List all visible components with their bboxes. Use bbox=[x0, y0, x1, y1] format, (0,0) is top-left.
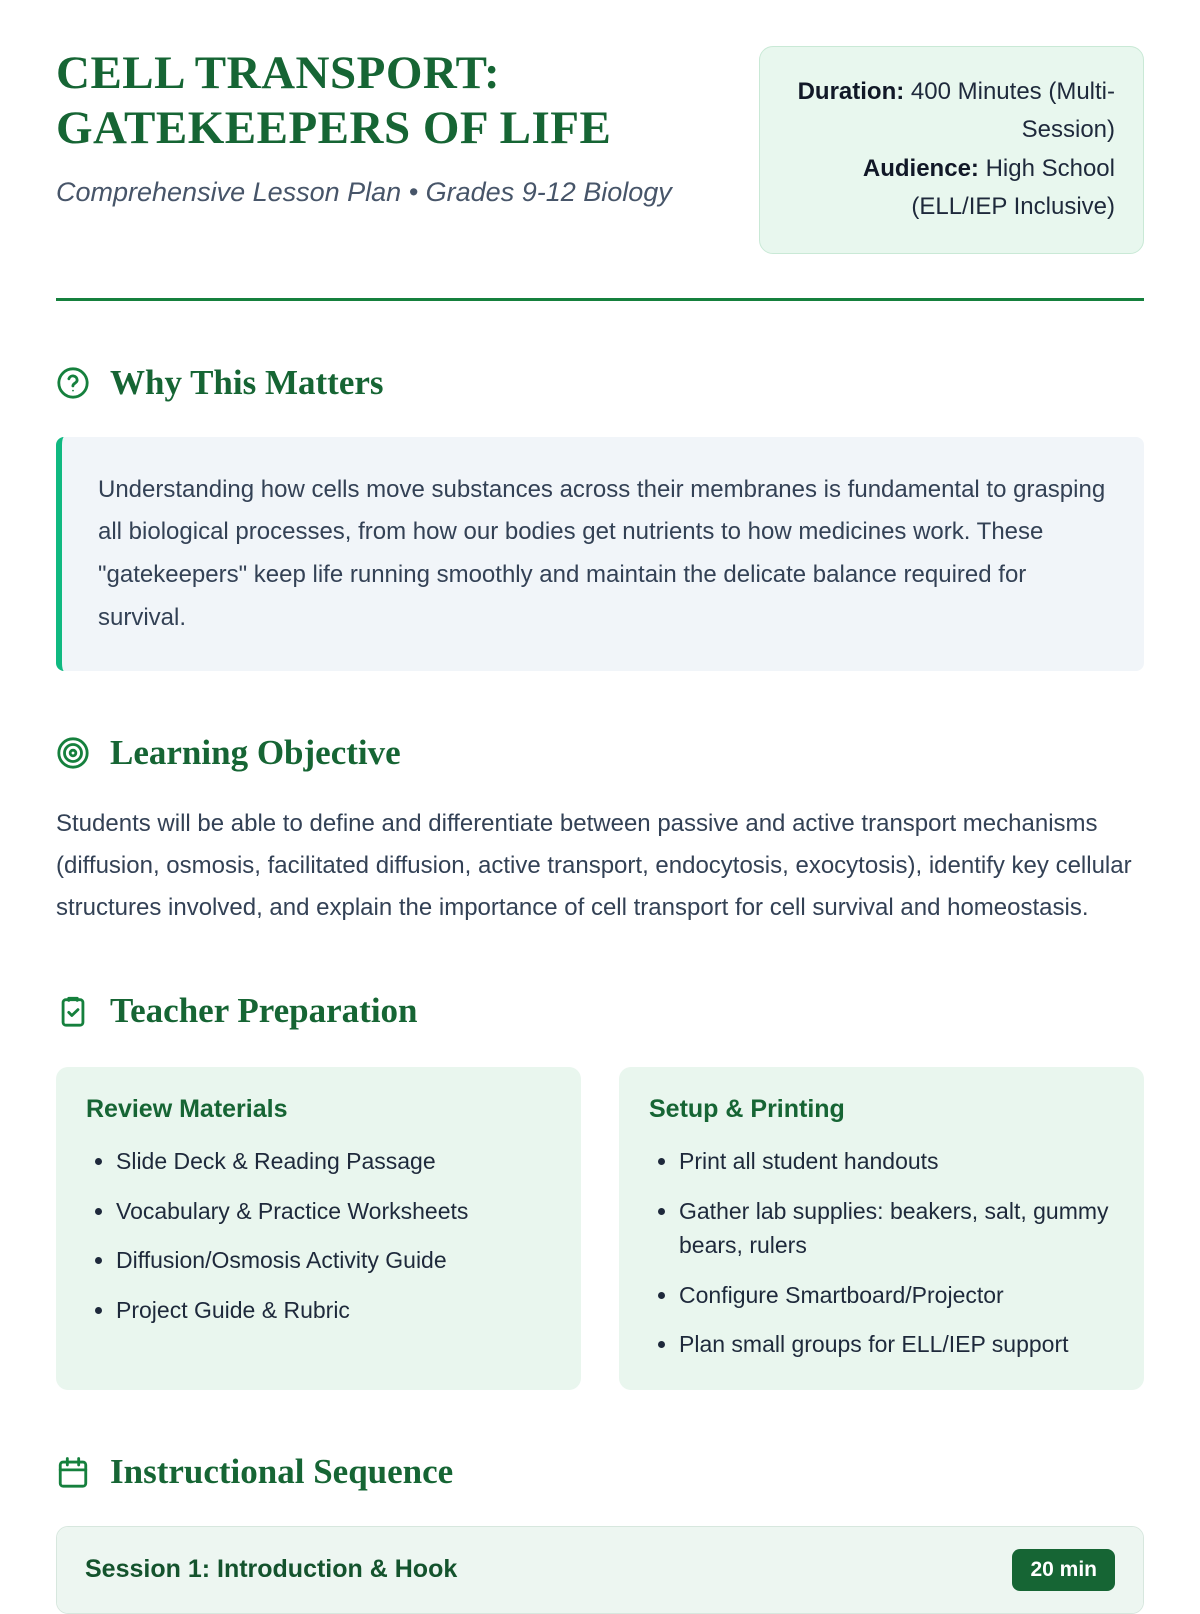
list-item: • Configure Smartboard/Projector bbox=[679, 1278, 1114, 1313]
section-instructional-sequence bbox=[56, 1452, 1144, 1614]
prep-grid bbox=[56, 1067, 1144, 1390]
meta-audience-line bbox=[788, 150, 1115, 227]
prep-card-setup-printing bbox=[619, 1067, 1144, 1390]
duration-label: Duration: bbox=[797, 78, 905, 105]
prep-heading bbox=[56, 991, 1144, 1031]
prep-card-title: Setup & Printing bbox=[649, 1095, 845, 1124]
meta-card bbox=[759, 46, 1144, 254]
audience-label: Audience: bbox=[862, 154, 979, 182]
page-title: CELL TRANSPORT: GATEKEEPERS OF LIFE bbox=[56, 47, 612, 155]
clipboard-check-icon bbox=[56, 994, 90, 1028]
meta-duration-line bbox=[788, 73, 1115, 150]
list-item: • Vocabulary & Practice Worksheets bbox=[116, 1194, 551, 1229]
duration-value: 400 Minutes (Multi-Session) bbox=[910, 78, 1115, 144]
objective-text: Students will be able to define and differentiate between passive and active transport mechanisms (diffusion, osmosis, facilitated diffusion, active transport, endocytosis, exocytosis), identify key cellular structures involved, and explain the importance of cell transport for cell survival and homeostasis. bbox=[56, 810, 1132, 922]
why-heading bbox=[56, 363, 1144, 403]
list-item: • Plan small groups for ELL/IEP support bbox=[679, 1327, 1114, 1362]
why-heading-label: Why This Matters bbox=[110, 362, 384, 402]
prep-list bbox=[86, 1144, 551, 1327]
header bbox=[56, 46, 1144, 254]
calendar-icon bbox=[56, 1455, 90, 1489]
section-learning-objective bbox=[56, 733, 1144, 929]
help-circle-icon bbox=[56, 366, 90, 400]
objective-heading-label: Learning Objective bbox=[110, 733, 401, 773]
list-item: • Print all student handouts bbox=[679, 1144, 1114, 1179]
session-card bbox=[56, 1526, 1144, 1614]
sequence-heading-label: Instructional Sequence bbox=[110, 1451, 454, 1491]
section-why-this-matters bbox=[56, 363, 1144, 672]
header-divider bbox=[56, 298, 1144, 301]
list-item: • Project Guide & Rubric bbox=[116, 1293, 551, 1328]
target-icon bbox=[56, 736, 90, 770]
list-item: • Slide Deck & Reading Passage bbox=[116, 1144, 551, 1179]
prep-card-review-materials bbox=[56, 1067, 581, 1390]
section-teacher-preparation bbox=[56, 991, 1144, 1390]
prep-heading-label: Teacher Preparation bbox=[110, 991, 418, 1031]
list-item: • Gather lab supplies: beakers, salt, gummy bears, rulers bbox=[679, 1194, 1114, 1263]
objective-heading bbox=[56, 733, 1144, 773]
prep-card-title: Review Materials bbox=[86, 1095, 288, 1124]
list-item: • Diffusion/Osmosis Activity Guide bbox=[116, 1243, 551, 1278]
session-header bbox=[57, 1527, 1143, 1613]
session-title: Session 1: Introduction & Hook bbox=[85, 1555, 458, 1584]
why-callout: Understanding how cells move substances across their membranes is fundamental to grasping all biological processes, from how our bodies get nutrients to how medicines work. These "gatekeepers" keep life running smoothly and maintain the delicate balance required for survival. bbox=[56, 437, 1144, 672]
header-left bbox=[56, 46, 719, 212]
session-duration-badge: 20 min bbox=[1012, 1549, 1115, 1591]
audience-value: High School (ELL/IEP Inclusive) bbox=[911, 154, 1115, 221]
page-subtitle: Comprehensive Lesson Plan • Grades 9-12 Biology bbox=[56, 176, 672, 207]
sequence-heading bbox=[56, 1452, 1144, 1492]
prep-list bbox=[649, 1144, 1114, 1362]
